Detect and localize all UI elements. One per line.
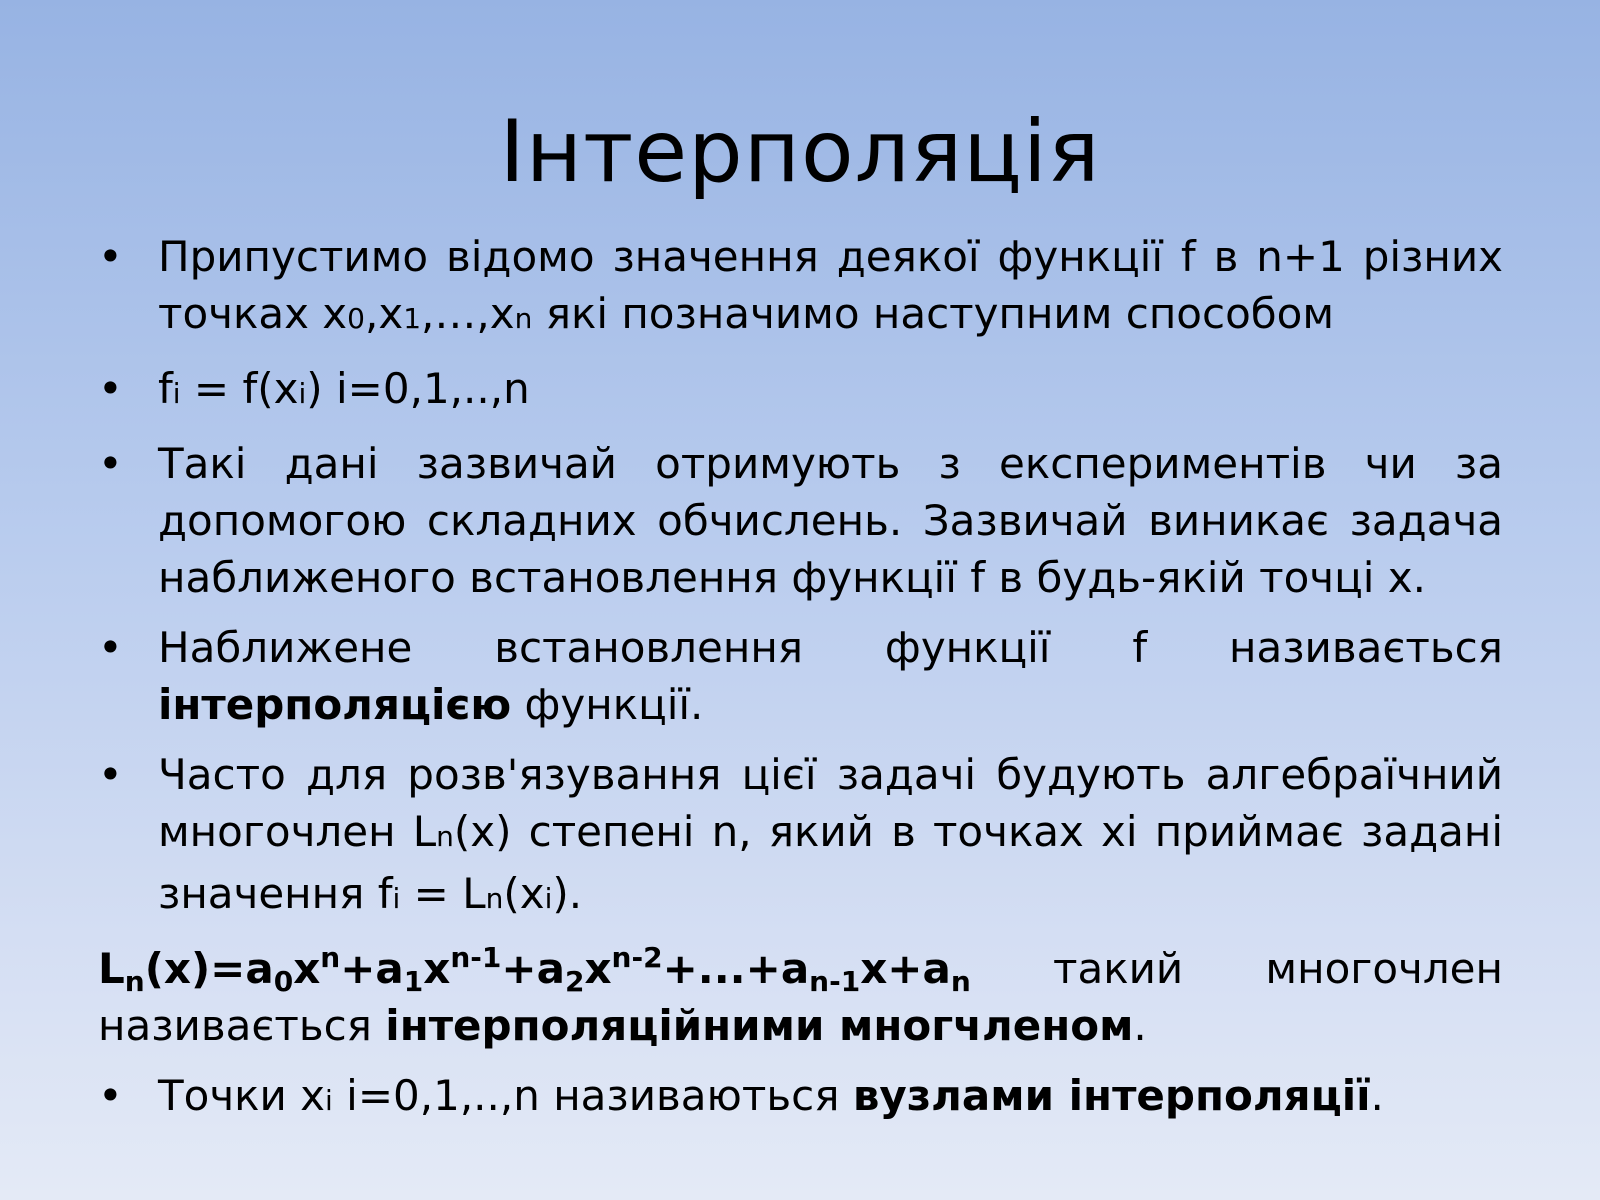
text: Наближене (158, 623, 413, 672)
text: . (1370, 1071, 1384, 1120)
text: Такі дані зазвичай отримують з експериментів чи за допомогою складних обчислень. Зазвичай виникає задача наближеного встановлення функції f в будь-якій точці x. (158, 439, 1503, 602)
formula-paragraph (98, 940, 1503, 1054)
text: (x) степені n, який в точках xi приймає задані значення f (158, 807, 1504, 918)
text: i=0,1,..,n називаються (332, 1071, 853, 1120)
text: = f(x (180, 364, 299, 413)
bullet-fi-definition (98, 360, 1503, 422)
subscript: 1 (403, 302, 422, 335)
bullet-marker: • (98, 364, 123, 413)
text: = L (400, 869, 486, 918)
bold-term: вузлами інтерполяції (852, 1071, 1371, 1120)
text: ) i=0,1,..,n (306, 364, 530, 413)
bullet-interpolation-definition (98, 619, 1503, 733)
text: (x (503, 869, 545, 918)
slide-title: Інтерполяція (499, 102, 1101, 202)
bold-term: інтерполяцією (158, 680, 512, 729)
bullet-known-values (98, 228, 1503, 347)
bullet-marker: • (98, 232, 123, 281)
text: Точки x (158, 1071, 326, 1120)
text: многочлен (1265, 944, 1503, 993)
text: ,…,x (421, 289, 515, 338)
text: Часто для розв'язування цієї задачі будують алгебраїчний многочлен L (158, 750, 1503, 856)
bold-term: інтерполяційними многчленом (385, 1001, 1134, 1050)
text: Припустимо відомо значення деякої функції f в n+1 різних точках x (158, 232, 1503, 338)
text: такий (1053, 944, 1184, 993)
subscript: n (514, 302, 533, 335)
subscript: i (392, 882, 401, 915)
text: встановлення (494, 623, 804, 672)
bullet-marker: • (98, 623, 123, 672)
interpolation-formula: $L_n(x)=a_0x^n+a_1x^{n-1}+a_2x^{n-2}+...+a_{n-1}x+a_n$ (98, 941, 971, 998)
text: функції. (511, 680, 704, 729)
text: ,x (364, 289, 404, 338)
subscript: 0 (347, 302, 365, 335)
formula-line (98, 940, 1503, 997)
spread-line (158, 619, 1503, 676)
bullet-marker: • (98, 439, 123, 488)
text: називається (1229, 623, 1503, 672)
bullet-marker: • (98, 1071, 123, 1120)
slide-body (98, 228, 1503, 1142)
subscript: i (298, 377, 307, 410)
subscript: i (544, 882, 553, 915)
bullet-polynomial (98, 746, 1503, 927)
text: ). (552, 869, 583, 918)
subscript: i (325, 1084, 333, 1117)
subscript: n (485, 882, 504, 915)
subscript: i (172, 377, 181, 410)
text: . (1133, 1001, 1147, 1050)
text: f (158, 364, 173, 413)
subscript: n (436, 820, 454, 853)
text: f (1132, 623, 1148, 672)
bullet-nodes (98, 1067, 1503, 1129)
bullet-data-source (98, 435, 1503, 606)
text: які позначимо наступним способом (532, 289, 1335, 338)
text: називається (98, 1001, 386, 1050)
bullet-marker: • (98, 750, 123, 799)
text: функції (884, 623, 1051, 672)
